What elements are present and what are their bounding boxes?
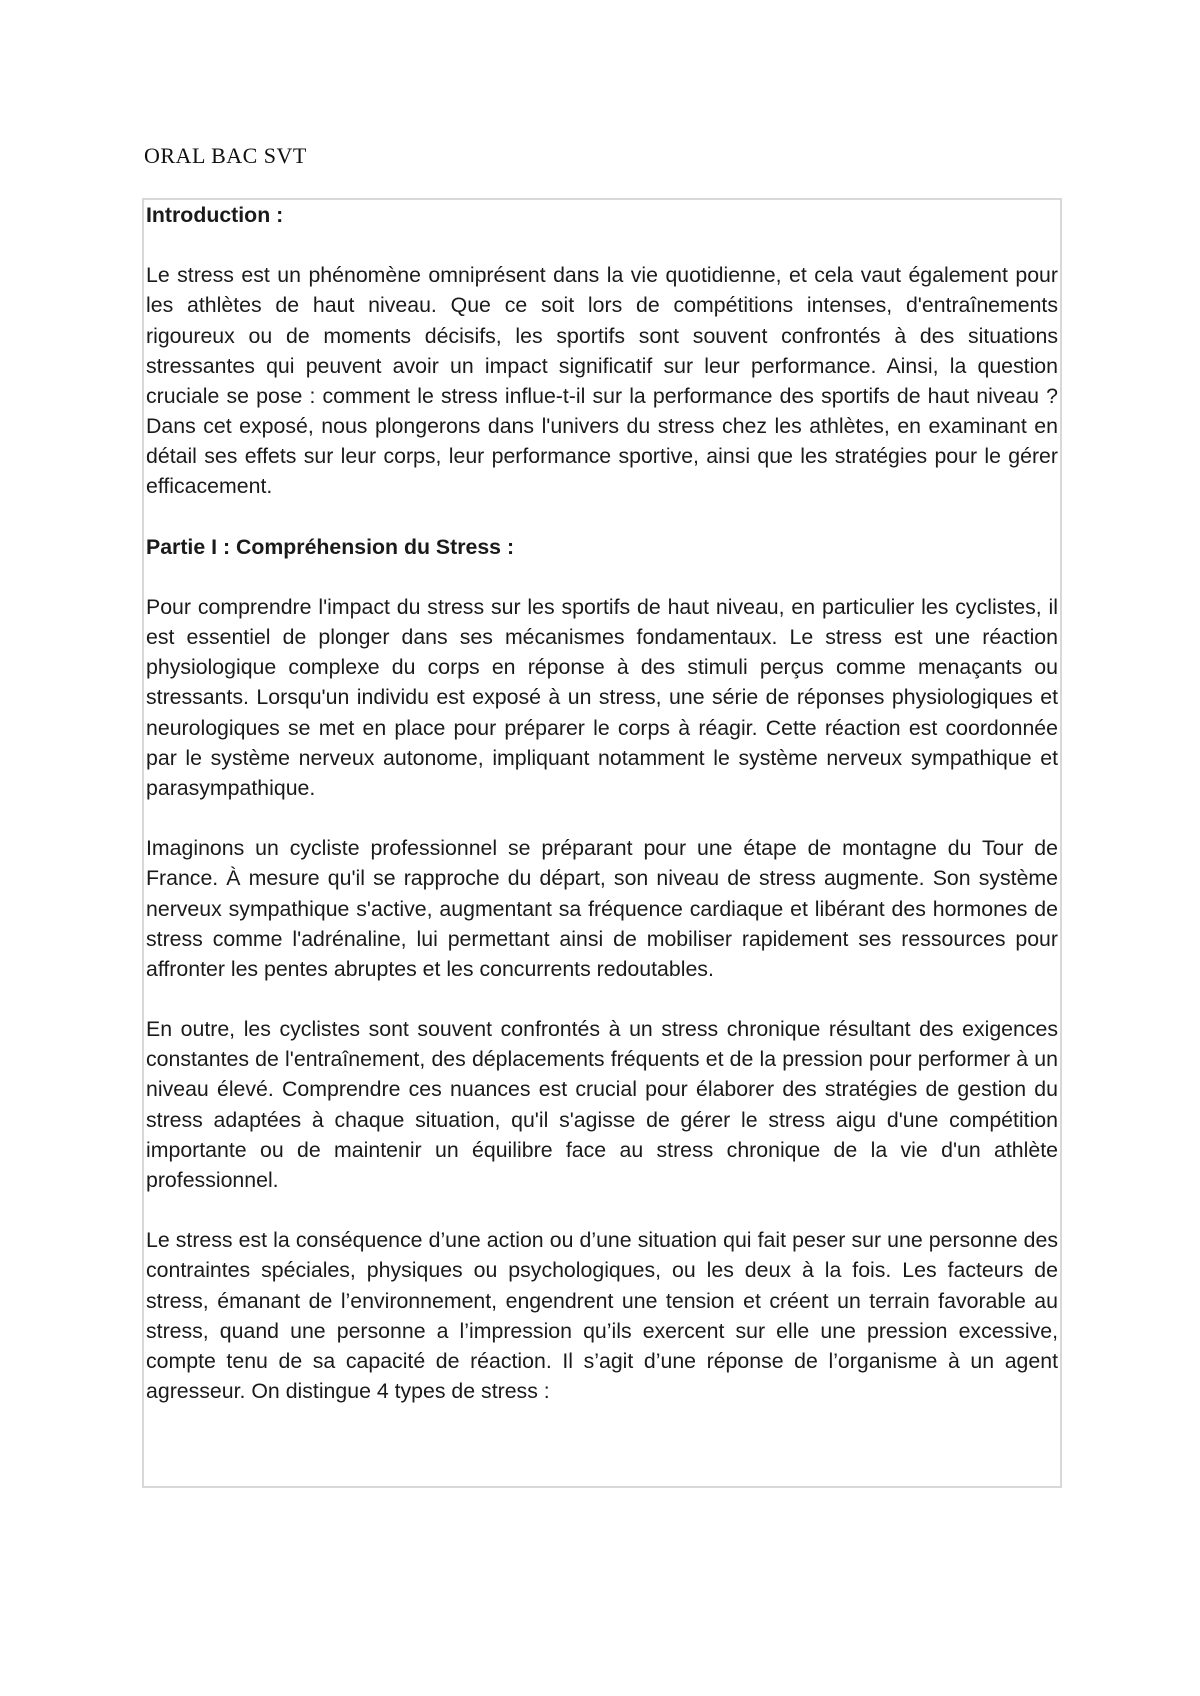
text-content-box [142, 198, 1062, 1488]
introduction-paragraph: Le stress est un phénomène omniprésent dans la vie quotidienne, et cela vaut également pour les athlètes de haut niveau. Que ce soit lors de compétitions intenses, d'entraînements rigoureux ou de moments décisifs, les sportifs sont souvent confrontés à des situations stressantes qui peuvent avoir un impact significatif sur leur performance. Ainsi, la question cruciale se pose : comment le stress influe-t-il sur la performance des sportifs de haut niveau ? Dans cet exposé, nous plongerons dans l'univers du stress chez les athlètes, en examinant en détail ses effets sur leur corps, leur performance sportive, ainsi que les stratégies pour le gérer efficacement. [146, 263, 1058, 499]
part1-heading: Partie I : Compréhension du Stress : [146, 534, 515, 559]
introduction-heading: Introduction : [146, 203, 284, 227]
document-title: ORAL BAC SVT [144, 143, 307, 168]
part1-paragraph-mechanisms: Pour comprendre l'impact du stress sur les sportifs de haut niveau, en particulier les cyclistes, il est essentiel de plonger dans ses mécanismes fondamentaux. Le stress est une réaction physiologique complexe du corps en réponse à des stimuli perçus comme menaçants ou stressants. Lorsqu'un individu est exposé à un stress, une série de réponses physiologiques et neurologiques se met en place pour préparer le corps à réagir. Cette réaction est coordonnée par le système nerveux autonome, impliquant notamment le système nerveux sympathique et parasympathique. [146, 594, 1058, 800]
part1-paragraph-cyclist-example: Imaginons un cycliste professionnel se préparant pour une étape de montagne du Tour de France. À mesure qu'il se rapproche du départ, son niveau de stress augmente. Son système nerveux sympathique s'active, augmentant sa fréquence cardiaque et libérant des hormones de stress comme l'adrénaline, lui permettant ainsi de mobiliser rapidement ses ressources pour affronter les pentes abruptes et les concurrents redoutables. [146, 836, 1058, 981]
part1-paragraph-definition: Le stress est la conséquence d’une action ou d’une situation qui fait peser sur une personne des contraintes spéciales, physiques ou psychologiques, ou les deux à la fois. Les facteurs de stress, émanant de l’environnement, engendrent une tension et créent un terrain favorable au stress, quand une personne a l’impression qu’ils exercent sur elle une pression excessive, compte tenu de sa capacité de réaction. Il s’agit d’une réponse de l’organisme à un agent agresseur. On distingue 4 types de stress : [146, 1228, 1058, 1403]
part1-paragraph-chronic-stress: En outre, les cyclistes sont souvent confrontés à un stress chronique résultant des exigences constantes de l'entraînement, des déplacements fréquents et de la pression pour performer à un niveau élevé. Comprendre ces nuances est crucial pour élaborer des stratégies de gestion du stress adaptées à chaque situation, qu'il s'agisse de gérer le stress aigu d'une compétition importante ou de maintenir un équilibre face au stress chronique de la vie d'un athlète professionnel. [146, 1017, 1058, 1192]
